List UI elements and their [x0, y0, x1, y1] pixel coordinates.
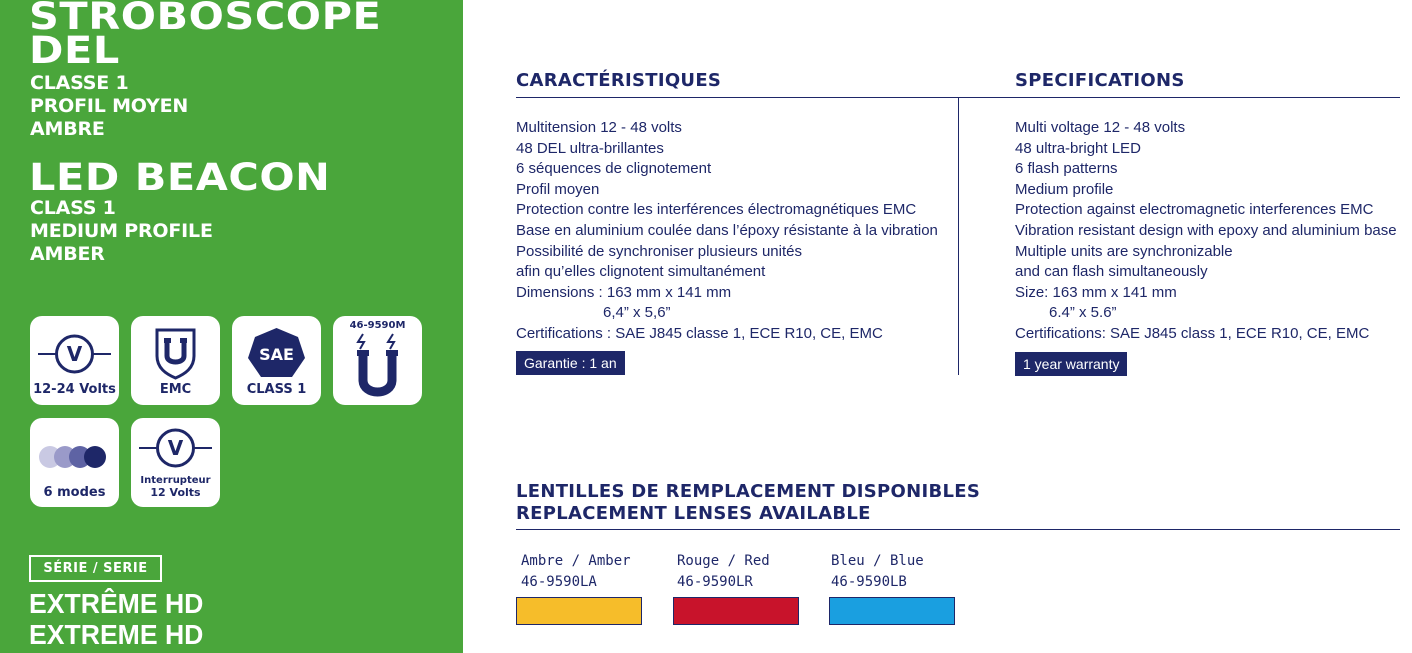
subtitle-en-class: CLASS 1	[30, 197, 116, 219]
warranty-badge-fr: Garantie : 1 an	[516, 351, 625, 375]
lens-code: 46-9590LB	[831, 574, 907, 590]
lens-swatch-amber	[516, 597, 642, 625]
lens-swatch-red	[673, 597, 799, 625]
lens-name: Bleu / Blue	[831, 553, 924, 569]
lens-code: 46-9590LR	[677, 574, 753, 590]
feature-fr: Dimensions : 163 mm x 141 mm	[516, 283, 732, 301]
feature-en: Size: 163 mm x 141 mm	[1015, 283, 1177, 301]
feature-en: Vibration resistant design with epoxy and aluminium base	[1015, 221, 1397, 239]
subtitle-fr-profile: PROFIL MOYEN	[30, 95, 189, 117]
volt-letter: V	[66, 342, 83, 366]
badge-switch	[131, 418, 220, 507]
feature-en: Multi voltage 12 - 48 volts	[1015, 119, 1186, 136]
feature-en: 6.4” x 5.6”	[1049, 304, 1117, 322]
badge-magnet	[333, 316, 422, 405]
feature-en: Protection against electromagnetic interferences EMC	[1015, 201, 1374, 219]
title-fr-line2: DEL	[29, 29, 120, 72]
flash-modes-icon	[30, 432, 119, 482]
feature-fr: Base en aluminium coulée dans l’époxy résistante à la vibration	[516, 221, 938, 239]
heading-specifications: SPECIFICATIONS	[1015, 70, 1185, 91]
magnet-icon	[333, 332, 422, 404]
heading-lenses-en: REPLACEMENT LENSES AVAILABLE	[516, 503, 871, 524]
feature-en: Multiple units are synchronizable	[1015, 242, 1233, 260]
voltmeter-icon	[30, 322, 119, 382]
feature-fr: afin qu’elles clignotent simultanément	[516, 263, 766, 281]
feature-en: and can flash simultaneously	[1015, 263, 1208, 281]
badge-emc	[131, 316, 220, 405]
subtitle-en-color: AMBER	[30, 243, 105, 265]
switch-volt-letter: V	[167, 436, 184, 460]
feature-fr: Protection contre les interférences électromagnétiques EMC	[516, 201, 917, 219]
switch-voltmeter-icon	[131, 422, 220, 476]
badge-modes-label: 6 modes	[43, 485, 106, 500]
sae-logo-icon	[232, 322, 321, 382]
badge-switch-line1: Interrupteur	[140, 475, 211, 486]
lenses-underline	[516, 529, 1400, 530]
subtitle-fr-class: CLASSE 1	[30, 72, 129, 94]
feature-fr: Profil moyen	[516, 180, 600, 198]
badge-voltage-label: 12-24 Volts	[33, 382, 116, 397]
feature-en: Certifications: SAE J845 class 1, ECE R10, CE, EMC	[1015, 324, 1370, 342]
product-panel	[0, 0, 463, 653]
badge-modes	[30, 418, 119, 507]
subtitle-en-profile: MEDIUM PROFILE	[30, 220, 213, 242]
feature-fr: Possibilité de synchroniser plusieurs unités	[516, 242, 802, 260]
title-en: LED BEACON	[29, 156, 331, 199]
badge-magnet-code: 46-9590M	[349, 320, 406, 331]
column-divider	[958, 98, 959, 375]
heading-caracteristiques: CARACTÉRISTIQUES	[516, 70, 722, 91]
emc-shield-icon	[131, 322, 220, 382]
title-fr-line1: STROBOSCOPE	[29, 0, 382, 38]
series-name-en: EXTREME HD	[29, 619, 204, 650]
lens-name: Rouge / Red	[677, 553, 770, 569]
series-name-fr: EXTRÊME HD	[29, 588, 204, 619]
feature-fr: 6,4” x 5,6”	[603, 304, 671, 322]
lens-code: 46-9590LA	[521, 574, 597, 590]
features-list-en	[1015, 118, 1397, 345]
heading-lenses-fr: LENTILLES DE REMPLACEMENT DISPONIBLES	[516, 481, 981, 502]
lens-swatch-blue	[829, 597, 955, 625]
sae-logo-text: SAE	[259, 345, 294, 364]
feature-fr: Multitension 12 - 48 volts	[516, 119, 682, 136]
series-label: SÉRIE / SERIE	[29, 555, 162, 582]
feature-fr: Certifications : SAE J845 classe 1, ECE R10, CE, EMC	[516, 324, 883, 342]
feature-fr: 48 DEL ultra-brillantes	[516, 139, 664, 157]
feature-en: 6 flash patterns	[1015, 160, 1118, 178]
feature-en: Medium profile	[1015, 180, 1114, 198]
badge-sae	[232, 316, 321, 405]
feature-en: 48 ultra-bright LED	[1015, 139, 1141, 157]
badge-emc-label: EMC	[159, 382, 192, 397]
badge-voltage	[30, 316, 119, 405]
lens-name: Ambre / Amber	[521, 553, 631, 569]
warranty-badge-en: 1 year warranty	[1015, 352, 1127, 376]
features-list-fr	[516, 118, 938, 345]
badge-sae-label: CLASS 1	[246, 382, 307, 397]
badge-switch-line2: 12 Volts	[150, 486, 201, 499]
subtitle-fr-color: AMBRE	[30, 118, 105, 140]
feature-fr: 6 séquences de clignotement	[516, 160, 712, 178]
